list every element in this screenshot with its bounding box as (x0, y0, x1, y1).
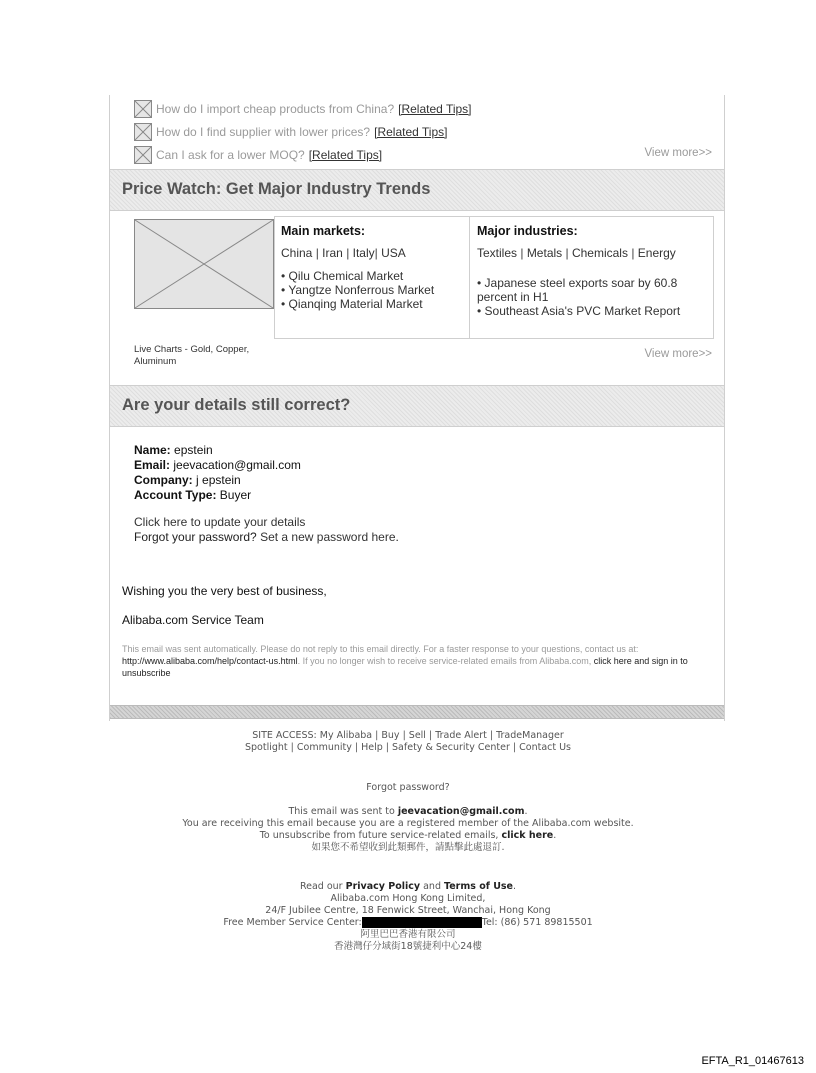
footer-link[interactable]: Contact Us (519, 742, 572, 753)
terms-of-use-link[interactable]: Terms of Use (444, 881, 514, 892)
footer-link[interactable]: Help (361, 742, 383, 753)
forgot-password-link[interactable]: Forgot password? (366, 782, 450, 793)
footer-link[interactable]: Trade Alert (435, 730, 487, 741)
major-industries-column (477, 224, 707, 318)
footer-link[interactable]: Sell (408, 730, 426, 741)
footer-link[interactable]: Community (296, 742, 352, 753)
recipient-notice: This email was sent to jeevacation@gmail.com. You are receiving this email because you are a registered member of the Alibaba.com website. To unsubscribe from future service-related emails, click here. 如果您不希望收到此類郵件，請點擊此處退訂. (182, 806, 634, 853)
industry-item[interactable]: • Japanese steel exports soar by 60.8 percent in H1 (477, 276, 678, 304)
view-more-tips-link[interactable]: View more>> (644, 147, 712, 159)
related-tips-link[interactable]: [Related Tips] (374, 124, 448, 139)
market-item[interactable]: • Qianqing Material Market (281, 297, 423, 311)
details-header (110, 385, 724, 427)
signature: Alibaba.com Service Team (122, 613, 264, 627)
tips-list (134, 97, 714, 166)
market-item[interactable]: • Qilu Chemical Market (281, 269, 404, 283)
redaction-bar (362, 917, 482, 928)
related-tips-link[interactable]: [Related Tips] (398, 101, 472, 116)
update-details-link[interactable]: Click here to update your details (134, 515, 306, 529)
live-charts-caption[interactable]: Live Charts - Gold, Copper, Aluminum (134, 344, 250, 367)
auto-email-notice: This email was sent automatically. Please do not reply to this email directly. For a faster response to your questions, contact us at: http://www.alibaba.com/help/contact-us.html. If you no longer wish to receive service-related emails from Alibaba.com, click here and sign in to unsubscribe (122, 644, 688, 678)
company-info: Read our Privacy Policy and Terms of Use. Alibaba.com Hong Kong Limited, 24/F Jubilee Centre, 18 Fenwick Street, Wanchai, Hong Kong Free Member Service Center: Tel: (86) 571 89815501 阿里巴巴香港有限公司 香港灣仔分域街18號捷利中心24樓 (223, 881, 593, 952)
main-markets-links: China | Iran | Italy| USA (281, 246, 406, 260)
unsubscribe-click-here[interactable]: click here (501, 830, 554, 841)
footer-link[interactable]: Buy (381, 730, 400, 741)
contact-us-url[interactable]: http://www.alibaba.com/help/contact-us.html (122, 656, 298, 666)
broken-image-icon (134, 146, 152, 164)
bottom-divider (110, 705, 724, 719)
update-section: Click here to update your details Forgot your password? Set a new password here. (134, 515, 399, 544)
market-link-china[interactable]: China (281, 246, 313, 260)
privacy-policy-link[interactable]: Privacy Policy (345, 881, 421, 892)
email-body (109, 95, 725, 721)
details-title: Are your details still correct? (122, 396, 351, 414)
account-type-row: Account Type: Buyer (134, 488, 252, 502)
markets-table (274, 216, 714, 339)
footer-link[interactable]: Spotlight (244, 742, 288, 753)
column-divider (469, 217, 470, 338)
unsubscribe-link[interactable]: click here and sign in to unsubscribe (122, 656, 688, 678)
document-id: EFTA_R1_01467613 (701, 1055, 804, 1067)
footer-link[interactable]: My Alibaba (319, 730, 373, 741)
price-watch-title: Price Watch: Get Major Industry Trends (122, 180, 431, 198)
name-row: Name: epstein (134, 443, 213, 457)
market-item[interactable]: • Yangtze Nonferrous Market (281, 283, 435, 297)
industry-items (477, 276, 707, 318)
company-row: Company: j epstein (134, 473, 241, 487)
market-link-italy[interactable]: Italy (352, 246, 375, 260)
major-industries-title: Major industries: (477, 224, 578, 238)
recipient-email: jeevacation@gmail.com (397, 806, 525, 817)
set-new-password-link[interactable]: Set a new password here (260, 530, 396, 544)
related-tips-link[interactable]: [Related Tips] (308, 147, 383, 162)
industries-links: Textiles | Metals | Chemicals | Energy (477, 246, 676, 260)
view-more-price-link[interactable]: View more>> (644, 348, 712, 360)
site-access-nav: SITE ACCESS: My Alibaba | Buy | Sell | Trade Alert | TradeManager Spotlight | Community | Help | Safety & Security Center | Contact Us (244, 730, 572, 753)
tip-item (134, 143, 714, 166)
forgot-password-text: Forgot your password? (134, 530, 257, 544)
broken-image-icon (134, 123, 152, 141)
industry-item[interactable]: • Southeast Asia's PVC Market Report (477, 304, 681, 318)
price-watch-header (110, 169, 724, 211)
tip-text: How do I find supplier with lower prices? (156, 124, 371, 139)
live-chart-image[interactable] (134, 219, 274, 314)
industry-link-chemicals[interactable]: Chemicals (571, 246, 628, 260)
tip-text: Can I ask for a lower MOQ? (156, 147, 305, 162)
footer-link[interactable]: TradeManager (496, 730, 564, 741)
main-markets-column (281, 224, 465, 311)
tip-text: How do I import cheap products from China? (156, 101, 395, 116)
tip-item (134, 120, 714, 143)
email-row: Email: jeevacation@gmail.com (134, 458, 301, 472)
tip-item (134, 97, 714, 120)
industry-link-metals[interactable]: Metals (526, 246, 563, 260)
account-details (134, 443, 301, 503)
wishing-text: Wishing you the very best of business, (122, 584, 327, 598)
industry-link-textiles[interactable]: Textiles (477, 246, 518, 260)
market-items (281, 269, 465, 311)
main-markets-title: Main markets: (281, 224, 366, 238)
industry-link-energy[interactable]: Energy (637, 246, 676, 260)
market-link-usa[interactable]: USA (381, 246, 406, 260)
footer-link[interactable]: Safety & Security Center (392, 742, 510, 753)
broken-image-icon (134, 100, 152, 118)
market-link-iran[interactable]: Iran (322, 246, 343, 260)
